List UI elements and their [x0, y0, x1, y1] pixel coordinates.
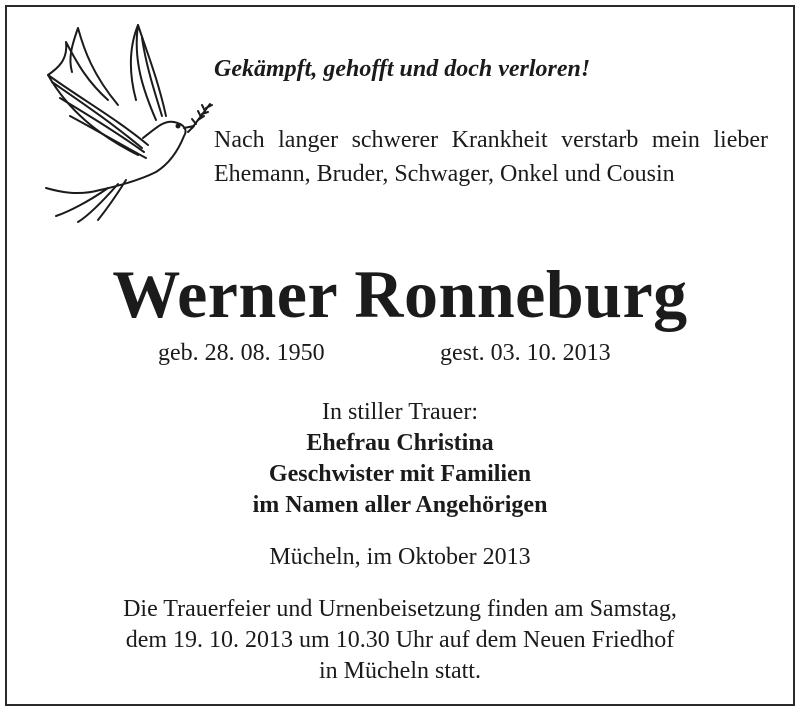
service-line: dem 19. 10. 2013 um 10.30 Uhr auf dem Neuen Friedhof: [125, 627, 675, 653]
service-line: in Mücheln statt.: [319, 658, 481, 684]
mourner-line: Geschwister mit Familien: [268, 461, 532, 487]
motto: Gekämpft, gehofft und doch verloren!: [214, 56, 591, 82]
service-line: Die Trauerfeier und Urnenbeisetzung finden am Samstag,: [123, 596, 677, 622]
mourner-line: im Namen aller Angehörigen: [252, 492, 548, 518]
place-date: Mücheln, im Oktober 2013: [269, 544, 531, 570]
mourners-block: [0, 397, 800, 521]
dove-icon: [38, 20, 218, 225]
mourning-heading: In stiller Trauer:: [322, 399, 478, 425]
funeral-service-info: [0, 594, 800, 687]
death-date: gest. 03. 10. 2013: [440, 340, 611, 366]
intro-text: Nach langer schwerer Krankheit verstarb mein lieber Ehemann, Bruder, Schwager, Onkel und Cousin: [214, 127, 768, 187]
birth-date: geb. 28. 08. 1950: [158, 340, 325, 366]
deceased-name: Werner Ronneburg: [112, 256, 688, 332]
mourner-line: Ehefrau Christina: [306, 430, 494, 456]
